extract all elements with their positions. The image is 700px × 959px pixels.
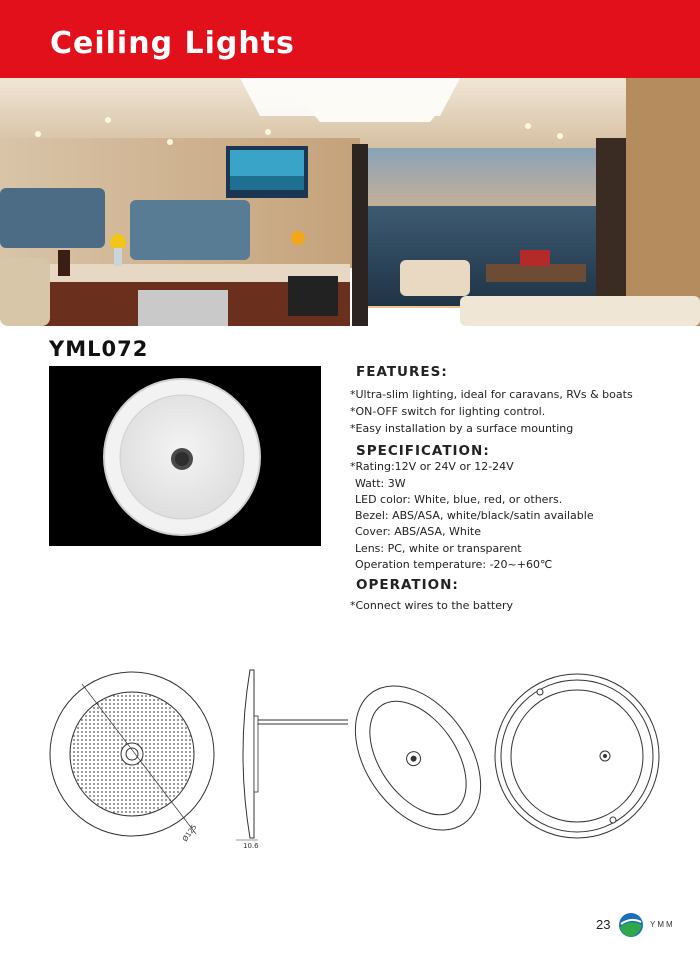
- spec-item: Lens: PC, white or transparent: [355, 542, 522, 555]
- front-view-drawing: [50, 672, 214, 836]
- back-view-drawing: [495, 674, 659, 838]
- feature-item: *Easy installation by a surface mounting: [350, 422, 574, 435]
- feature-item: *ON-OFF switch for lighting control.: [350, 405, 546, 418]
- specification-title: SPECIFICATION:: [356, 443, 490, 459]
- spec-item: Watt: 3W: [355, 477, 406, 490]
- perspective-view-drawing: [330, 663, 507, 852]
- operation-item: *Connect wires to the battery: [350, 599, 514, 612]
- header-banner: [0, 0, 700, 78]
- page-number: 23: [596, 917, 611, 932]
- product-model: YML072: [49, 337, 149, 361]
- features-title: FEATURES:: [356, 364, 448, 380]
- spec-item: Bezel: ABS/ASA, white/black/satin available: [355, 509, 594, 522]
- feature-item: *Ultra-slim lighting, ideal for caravans, RVs & boats: [350, 388, 633, 401]
- spec-item: *Rating:12V or 24V or 12-24V: [350, 460, 514, 473]
- spec-item: Operation temperature: -20~+60℃: [355, 558, 553, 571]
- spec-item: Cover: ABS/ASA, White: [355, 525, 482, 538]
- operation-title: OPERATION:: [356, 577, 459, 593]
- product-photo: [49, 366, 321, 546]
- thickness-label: 10.6: [243, 842, 259, 850]
- ymm-logo: [617, 911, 645, 939]
- side-view-drawing: [236, 670, 348, 840]
- page-title: Ceiling Lights: [50, 26, 295, 61]
- technical-drawings: [40, 662, 670, 852]
- yacht-interior-photo: [0, 78, 700, 326]
- diameter-label: Ø125: [181, 823, 199, 844]
- brand-name: YMM: [650, 920, 675, 929]
- spec-item: LED color: White, blue, red, or others.: [355, 493, 563, 506]
